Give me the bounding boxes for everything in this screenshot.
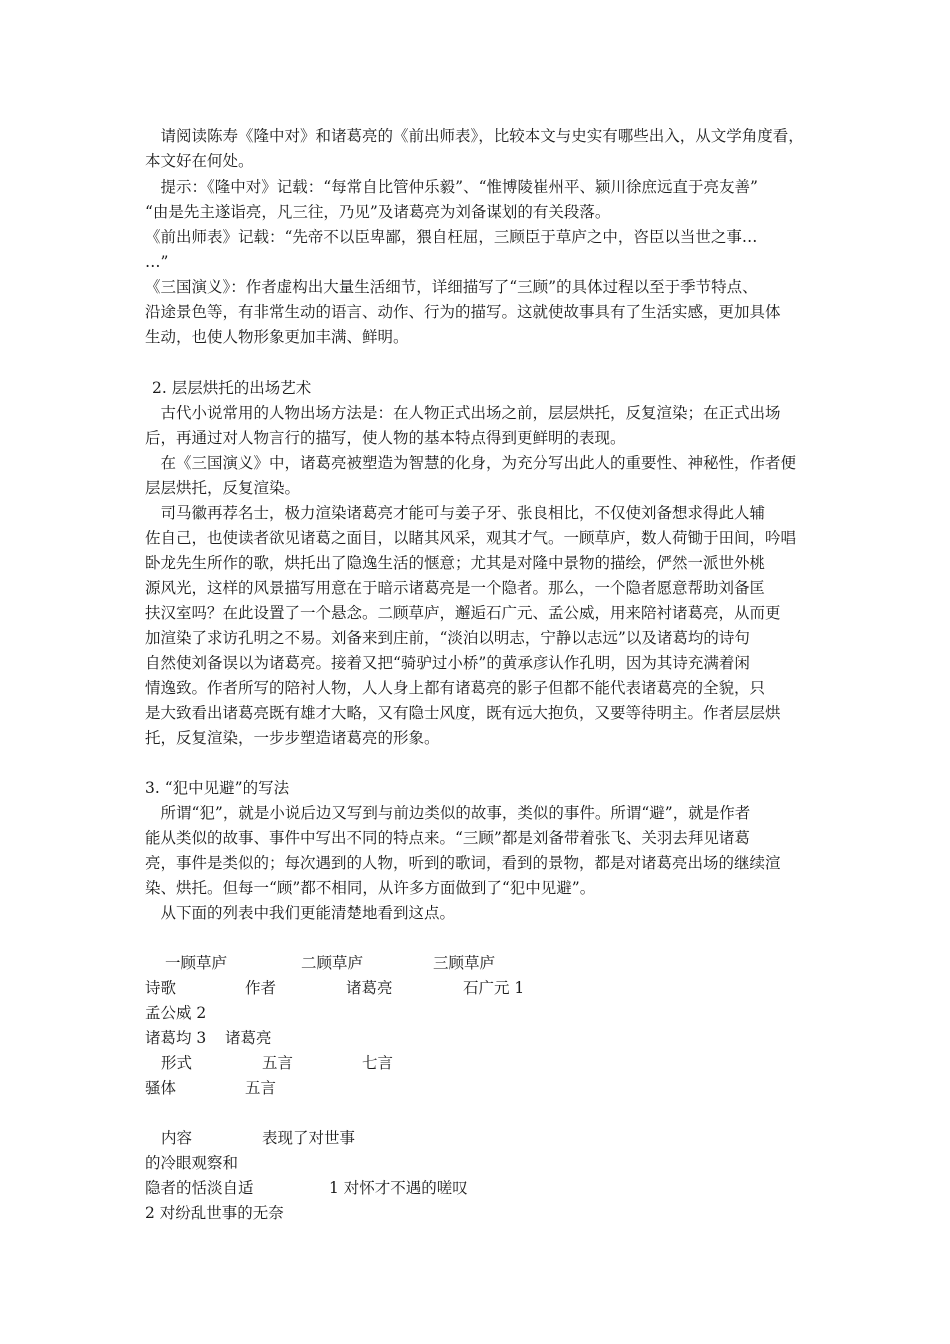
table-cell: 2 对纷乱世事的无奈: [145, 1204, 284, 1222]
text-line: 情逸致。作者所写的陪衬人物，人人身上都有诸葛亮的影子但都不能代表诸葛亮的全貌，只: [145, 679, 766, 697]
table-cell: 诸葛亮: [346, 979, 393, 997]
text-line: 生动，也使人物形象更加丰满、鲜明。: [145, 328, 409, 346]
table-cell: 诸葛均 3: [145, 1029, 207, 1047]
text-line: 托，反复渲染，一步步塑造诸葛亮的形象。: [145, 729, 440, 747]
text-line: 染、烘托。但每一“顾”都不相同，从许多方面做到了“犯中见避”。: [145, 879, 596, 897]
table-cell: 隐者的恬淡自适: [145, 1179, 254, 1197]
text-line: …”: [145, 253, 169, 271]
table-cell: 七言: [362, 1054, 394, 1072]
table-cell: 五言: [262, 1054, 294, 1072]
text-line: 古代小说常用的人物出场方法是：在人物正式出场之前，层层烘托，反复渲染；在正式出场: [145, 404, 781, 422]
text-line: 提示：《隆中对》记载：“每常自比管仲乐毅”、“惟博陵崔州平、颍川徐庶远直于亮友善”: [145, 178, 758, 196]
table-cell: 二顾草庐: [301, 954, 364, 972]
section-heading: 3. “犯中见避”的写法: [145, 779, 290, 797]
table-cell: 形式: [161, 1054, 193, 1072]
text-line: 请阅读陈寿《隆中对》和诸葛亮的《前出师表》，比较本文与史实有哪些出入，从文学角度看，: [145, 127, 804, 145]
text-line: 亮，事件是类似的；每次遇到的人物，听到的歌词，看到的景物，都是对诸葛亮出场的继续渲: [145, 854, 781, 872]
text-line: 司马徽再荐名士，极力渲染诸葛亮才能可与姜子牙、张良相比，不仅使刘备想求得此人辅: [145, 504, 766, 522]
text-line: 层层烘托，反复渲染。: [145, 479, 301, 497]
text-line: 源风光，这样的风景描写用意在于暗示诸葛亮是一个隐者。那么，一个隐者愿意帮助刘备匡: [145, 579, 766, 597]
text-line: 加渲染了求访孔明之不易。刘备来到庄前，“淡泊以明志，宁静以志远”以及诸葛均的诗句: [145, 629, 750, 647]
table-cell: 五言: [245, 1079, 277, 1097]
text-line: 本文好在何处。: [145, 152, 254, 170]
text-line: 所谓“犯”，就是小说后边又写到与前边类似的故事，类似的事件。所谓“避”，就是作者: [145, 804, 751, 822]
section-heading: 2. 层层烘托的出场艺术: [152, 379, 312, 397]
text-line: 沿途景色等，有非常生动的语言、动作、行为的描写。这就使故事具有了生活实感，更加具体: [145, 303, 781, 321]
table-cell: 孟公威 2: [145, 1004, 207, 1022]
table-cell: 骚体: [145, 1079, 177, 1097]
text-line: “由是先主遂诣亮，凡三往，乃见”及诸葛亮为刘备谋划的有关段落。: [145, 203, 611, 221]
table-cell: 石广元 1: [463, 979, 525, 997]
table-cell: 诗歌: [145, 979, 177, 997]
table-cell: 诸葛亮: [225, 1029, 272, 1047]
text-line: 后，再通过对人物言行的描写，使人物的基本特点得到更鲜明的表现。: [145, 429, 626, 447]
text-line: 自然使刘备误以为诸葛亮。接着又把“骑驴过小桥”的黄承彦认作孔明，因为其诗充满着闲: [145, 654, 750, 672]
table-cell: 表现了对世事: [262, 1129, 356, 1147]
table-cell: 的冷眼观察和: [145, 1154, 239, 1172]
text-line: 是大致看出诸葛亮既有雄才大略，又有隐士风度，既有远大抱负，又要等待明主。作者层层烘: [145, 704, 781, 722]
text-line: 从下面的列表中我们更能清楚地看到这点。: [145, 904, 456, 922]
text-line: 佐自己，也使读者欲见诸葛之面目，以睹其风采，观其才气。一顾草庐，数人荷锄于田间，吟唱: [145, 529, 797, 547]
text-line: 《前出师表》记载：“先帝不以臣卑鄙，猥自枉屈，三顾臣于草庐之中，咨臣以当世之事…: [145, 228, 758, 246]
text-line: 卧龙先生所作的歌，烘托出了隐逸生活的惬意；尤其是对隆中景物的描绘，俨然一派世外桃: [145, 554, 766, 572]
text-line: 在《三国演义》中，诸葛亮被塑造为智慧的化身，为充分写出此人的重要性、神秘性，作者便: [145, 454, 797, 472]
table-cell: 作者: [245, 979, 277, 997]
table-cell: 三顾草庐: [433, 954, 496, 972]
table-cell: 1 对怀才不遇的嗟叹: [329, 1179, 468, 1197]
text-line: 能从类似的故事、事件中写出不同的特点来。“三顾”都是刘备带着张飞、关羽去拜见诸葛: [145, 829, 750, 847]
table-cell: 内容: [161, 1129, 193, 1147]
text-line: 《三国演义》：作者虚构出大量生活细节，详细描写了“三顾”的具体过程以至于季节特点、: [145, 278, 758, 296]
table-cell: 一顾草庐: [165, 954, 228, 972]
text-line: 扶汉室吗？在此设置了一个悬念。二顾草庐，邂逅石广元、孟公威，用来陪衬诸葛亮，从而更: [145, 604, 781, 622]
